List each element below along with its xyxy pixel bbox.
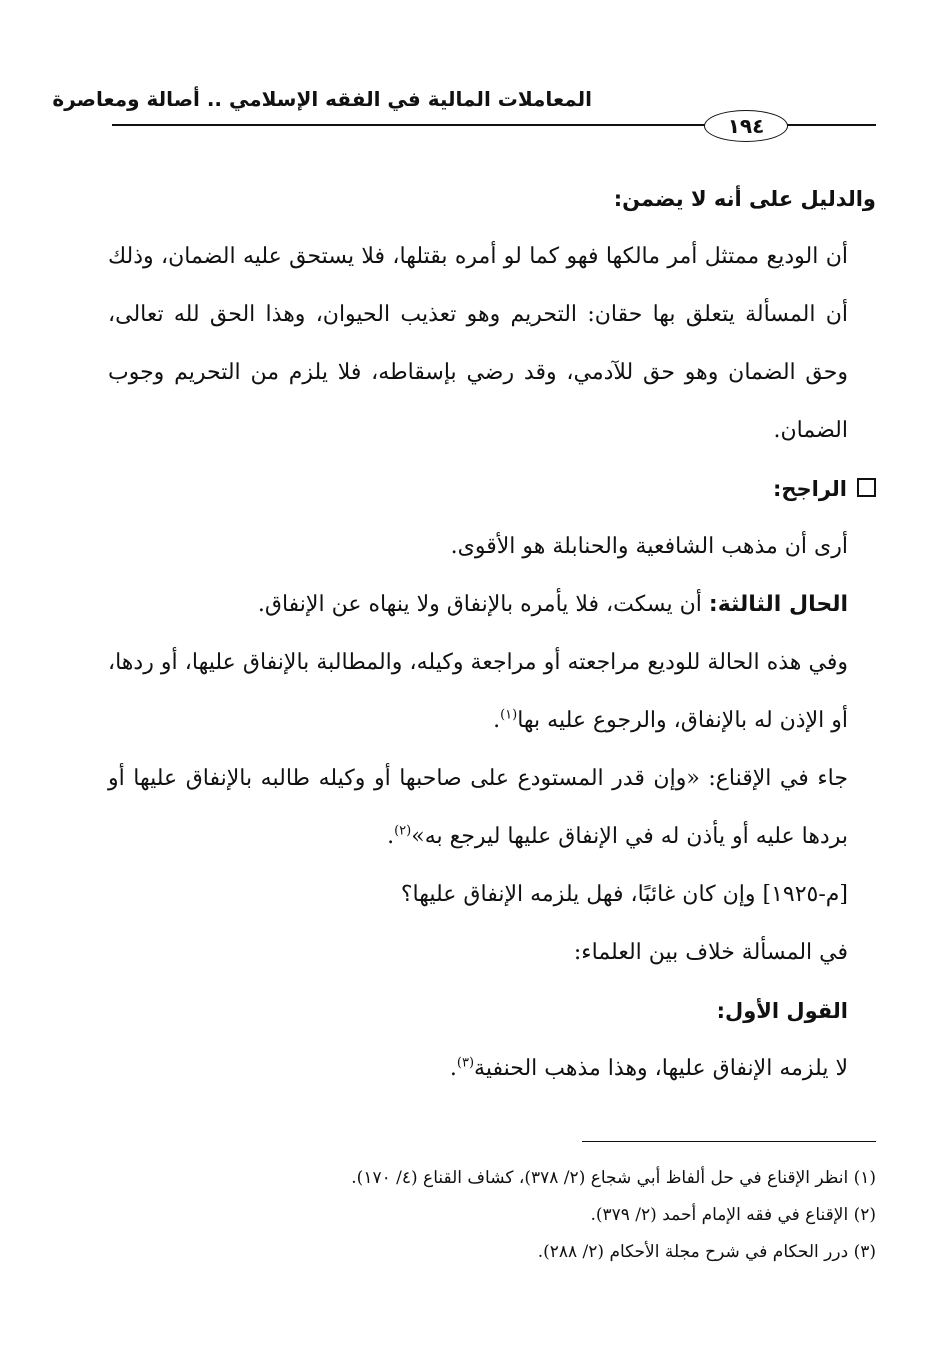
first-opinion-heading: القول الأول:: [716, 999, 848, 1023]
running-header-title: المعاملات المالية في الفقه الإسلامي .. أصالة ومعاصرة: [52, 87, 592, 111]
footnote-separator: [582, 1141, 876, 1142]
case-detail-paragraph: [108, 634, 876, 750]
footnote-3: (٣) درر الحكام في شرح مجلة الأحكام (٢/ ٢٨٨).: [537, 1242, 876, 1262]
first-opinion-paragraph: [108, 1040, 876, 1098]
footnote-2: (٢) الإقناع في فقه الإمام أحمد (٢/ ٣٧٩).: [590, 1205, 876, 1225]
iqna-quote-text: جاء في الإقناع: «وإن قدر المستودع على صاحبها أو وكيله طالبه بالإنفاق عليها أو بردها عليه أو يأذن له في الإنفاق عليها ليرجع به»: [108, 766, 848, 849]
first-opinion-end: .: [449, 1056, 457, 1081]
third-case-text: أن يسكت، فلا يأمره بالإنفاق ولا ينهاه عن الإنفاق.: [257, 592, 702, 617]
footnote-1: (١) انظر الإقناع في حل ألفاظ أبي شجاع (٢/ ٣٧٨)، كشاف القناع (٤/ ١٧٠).: [351, 1168, 876, 1188]
third-case-label: الحال الثالثة:: [708, 592, 848, 617]
dispute-paragraph: في المسألة خلاف بين العلماء:: [573, 940, 848, 965]
footnote-ref-3: (٣): [456, 1055, 475, 1071]
third-case-paragraph: [108, 576, 876, 634]
issue-paragraph: [م-١٩٢٥] وإن كان غائبًا، فهل يلزمه الإنفاق عليها؟: [400, 882, 848, 907]
first-opinion-text: لا يلزمه الإنفاق عليها، وهذا مذهب الحنفية: [474, 1056, 848, 1081]
evidence-heading: والدليل على أنه لا يضمن:: [613, 187, 876, 211]
footnotes: [108, 1160, 876, 1271]
case-detail-text: وفي هذه الحالة للوديع مراجعته أو مراجعة وكيله، والمطالبة بالإنفاق عليها، أو ردها، أو الإذن له بالإنفاق، والرجوع عليه بها: [108, 650, 848, 733]
footnote-ref-2: (٢): [394, 823, 412, 839]
footnote-ref-1: (١): [500, 707, 518, 723]
iqna-quote-paragraph: [108, 750, 876, 866]
page-number-badge: ١٩٤: [704, 110, 788, 142]
iqna-quote-end: .: [387, 824, 395, 849]
square-bullet-icon: [857, 478, 876, 497]
preferred-heading-label: الراجح:: [772, 477, 847, 501]
main-text: [108, 170, 876, 1098]
case-detail-end: .: [493, 708, 501, 733]
preferred-heading: [108, 460, 876, 518]
evidence-paragraph: أن الوديع ممتثل أمر مالكها فهو كما لو أمره بقتلها، فلا يستحق عليه الضمان، وذلك أن المسألة يتعلق بها حقان: التحريم وهو تعذيب الحيوان، وهذا الحق لله تعالى، وحق الضمان وهو حق للآدمي، وقد رضي بإسقاطه، فلا يلزم من التحريم وجوب الضمان.: [108, 244, 848, 443]
preferred-paragraph: أرى أن مذهب الشافعية والحنابلة هو الأقوى.: [450, 534, 848, 559]
